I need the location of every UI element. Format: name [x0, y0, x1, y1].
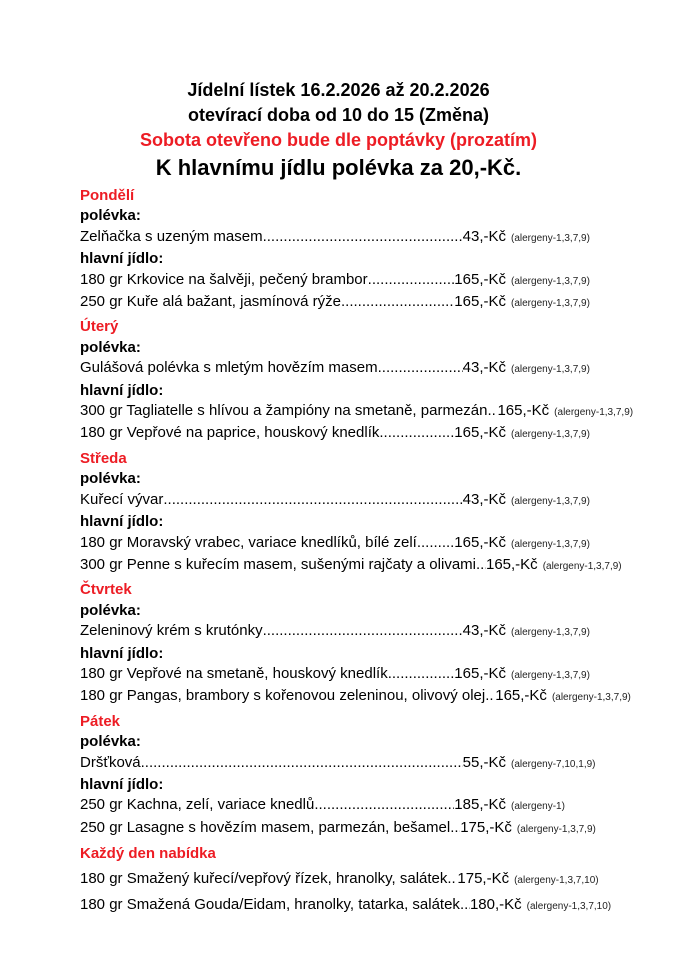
price: 165,-Kč — [454, 533, 506, 551]
main-label: hlavní jídlo: — [80, 775, 164, 793]
allergens: (alergeny-1,3,7,10) — [514, 875, 599, 887]
dish-name: 250 gr Kuře alá bažant, jasmínová rýže — [80, 293, 341, 311]
dish-name: 300 gr Tagliatelle s hlívou a žampióny na smetaně, parmezán — [80, 402, 488, 420]
daily-offer-title: Každý den nabídka — [80, 845, 216, 863]
day-title: Pondělí — [80, 187, 135, 204]
day-section — [80, 712, 597, 840]
soup-label: polévka: — [80, 733, 141, 751]
price: 43,-Kč — [462, 227, 506, 245]
dish-name: 180 gr Moravský vrabec, variace knedlíků, bílé zelí — [80, 533, 417, 551]
menu-item-row — [80, 227, 597, 249]
dot-leader — [476, 555, 486, 575]
menu-item-row — [80, 292, 597, 314]
day-title: Pátek — [80, 712, 121, 730]
price: 185,-Kč — [454, 796, 506, 814]
dish-name: 180 gr Vepřové na paprice, houskový knedlík — [80, 424, 380, 442]
dish-name: 180 gr Smažená Gouda/Eidam, hranolky, tatarka, salátek — [80, 896, 460, 914]
dot-leader — [263, 621, 463, 641]
dot-leader — [447, 867, 457, 891]
allergens: (alergeny-1,3,7,9) — [511, 538, 590, 550]
price: 43,-Kč — [462, 490, 506, 508]
day-title: Úterý — [80, 318, 119, 336]
dish-name: 180 gr Pangas, brambory s kořenovou zeleninou, olivový olej — [80, 687, 486, 705]
dot-leader — [485, 686, 495, 706]
dish-name: 300 gr Penne s kuřecím masem, sušenými rajčaty a olivami — [80, 555, 476, 573]
soup-items — [80, 227, 597, 249]
menu-title: Jídelní lístek 16.2.2026 až 20.2.2026 — [187, 80, 490, 100]
main-label: hlavní jídlo: — [80, 250, 164, 268]
allergens: (alergeny-1,3,7,9) — [511, 298, 590, 310]
dish-name: Zelňačka s uzeným masem — [80, 227, 263, 245]
price: 165,-Kč — [454, 293, 506, 311]
menu-item-row — [80, 423, 597, 445]
dot-leader — [388, 664, 455, 684]
dot-leader — [460, 893, 470, 917]
soup-price-note: K hlavnímu jídlu polévka za 20,-Kč. — [155, 155, 522, 180]
menu-header — [80, 78, 597, 183]
day-list — [80, 186, 634, 840]
price: 165,-Kč — [454, 424, 506, 442]
day-title: Čtvrtek — [80, 581, 132, 599]
dot-leader — [163, 490, 462, 510]
menu-item-row — [80, 686, 631, 708]
dish-name: Gulášová polévka s mletým hovězím masem — [80, 359, 378, 377]
soup-items — [80, 621, 597, 643]
dish-name: Zeleninový krém s krutónky — [80, 622, 263, 640]
menu-item-row — [80, 490, 597, 512]
price: 165,-Kč — [454, 664, 506, 682]
main-items — [80, 664, 631, 709]
dot-leader — [368, 270, 455, 290]
soup-items — [80, 490, 597, 512]
allergens: (alergeny-1,3,7,9) — [511, 364, 590, 376]
menu-item-row — [80, 753, 597, 775]
main-label: hlavní jídlo: — [80, 381, 164, 399]
menu-item-row — [80, 358, 597, 380]
dot-leader — [378, 358, 463, 378]
daily-offer-section — [80, 843, 612, 919]
price: 43,-Kč — [462, 622, 506, 640]
main-label: hlavní jídlo: — [80, 644, 164, 662]
menu-item-row — [80, 270, 597, 292]
price: 165,-Kč — [495, 687, 547, 705]
price: 43,-Kč — [462, 359, 506, 377]
menu-item-row — [80, 867, 597, 893]
dish-name: 180 gr Vepřové na smetaně, houskový knedlík — [80, 664, 388, 682]
allergens: (alergeny-1,3,7,9) — [551, 692, 631, 704]
day-section — [80, 186, 597, 314]
dish-name: 250 gr Lasagne s hovězím masem, parmezán, bešamel — [80, 818, 451, 836]
allergens: (alergeny-1,3,7,9) — [511, 275, 590, 287]
menu-item-row — [80, 664, 597, 686]
dish-name: Dršťková — [80, 753, 141, 771]
price: 175,-Kč — [460, 818, 512, 836]
allergens: (alergeny-1,3,7,9) — [542, 560, 622, 572]
day-section — [80, 317, 634, 445]
dot-leader — [379, 423, 454, 443]
allergens: (alergeny-1,3,7,10) — [526, 901, 612, 913]
dot-leader — [263, 227, 463, 247]
soup-items — [80, 358, 597, 380]
soup-label: polévka: — [80, 207, 141, 225]
soup-label: polévka: — [80, 338, 141, 356]
allergens: (alergeny-1,3,7,9) — [511, 429, 590, 441]
day-section — [80, 449, 622, 577]
allergens: (alergeny-1,3,7,9) — [511, 669, 590, 681]
dish-name: 250 gr Kachna, zelí, variace knedlů — [80, 796, 315, 814]
allergens: (alergeny-1,3,7,9) — [511, 627, 590, 639]
dish-name: Kuřecí vývar — [80, 490, 164, 508]
daily-offer-items — [80, 867, 612, 919]
menu-item-row — [80, 893, 612, 919]
allergens: (alergeny-1,3,7,9) — [511, 232, 590, 244]
dish-name: 180 gr Smažený kuřecí/vepřový řízek, hranolky, salátek — [80, 870, 448, 888]
dot-leader — [341, 292, 454, 312]
main-label: hlavní jídlo: — [80, 513, 164, 531]
menu-item-row — [80, 555, 622, 577]
menu-item-row — [80, 795, 597, 817]
price: 180,-Kč — [469, 896, 522, 914]
main-items — [80, 270, 597, 315]
price: 165,-Kč — [454, 270, 506, 288]
day-section — [80, 580, 631, 708]
soup-items — [80, 753, 597, 775]
menu-item-row — [80, 818, 597, 840]
price: 175,-Kč — [457, 870, 510, 888]
dot-leader — [487, 401, 497, 421]
dot-leader — [141, 753, 463, 773]
allergens: (alergeny-7,10,1,9) — [511, 758, 596, 770]
main-items — [80, 795, 597, 840]
dot-leader — [314, 795, 454, 815]
dot-leader — [450, 818, 460, 838]
allergens: (alergeny-1,3,7,9) — [516, 823, 596, 835]
menu-item-row — [80, 533, 597, 555]
day-title: Středa — [80, 449, 127, 467]
menu-item-row — [80, 401, 634, 423]
dot-leader — [417, 533, 454, 553]
opening-hours: otevírací doba od 10 do 15 (Změna) — [187, 105, 490, 125]
menu-item-row — [80, 621, 597, 643]
soup-label: polévka: — [80, 601, 141, 619]
saturday-notice: Sobota otevřeno bude dle poptávky (prozatím) — [139, 130, 538, 150]
dish-name: 180 gr Krkovice na šalvěji, pečený brambor — [80, 270, 368, 288]
soup-label: polévka: — [80, 470, 141, 488]
main-items — [80, 533, 622, 578]
main-items — [80, 401, 634, 446]
price: 165,-Kč — [497, 402, 550, 420]
price: 55,-Kč — [462, 753, 506, 771]
allergens: (alergeny-1,3,7,9) — [511, 495, 590, 507]
price: 165,-Kč — [485, 555, 538, 573]
allergens: (alergeny-1) — [511, 801, 565, 813]
allergens: (alergeny-1,3,7,9) — [554, 407, 634, 419]
